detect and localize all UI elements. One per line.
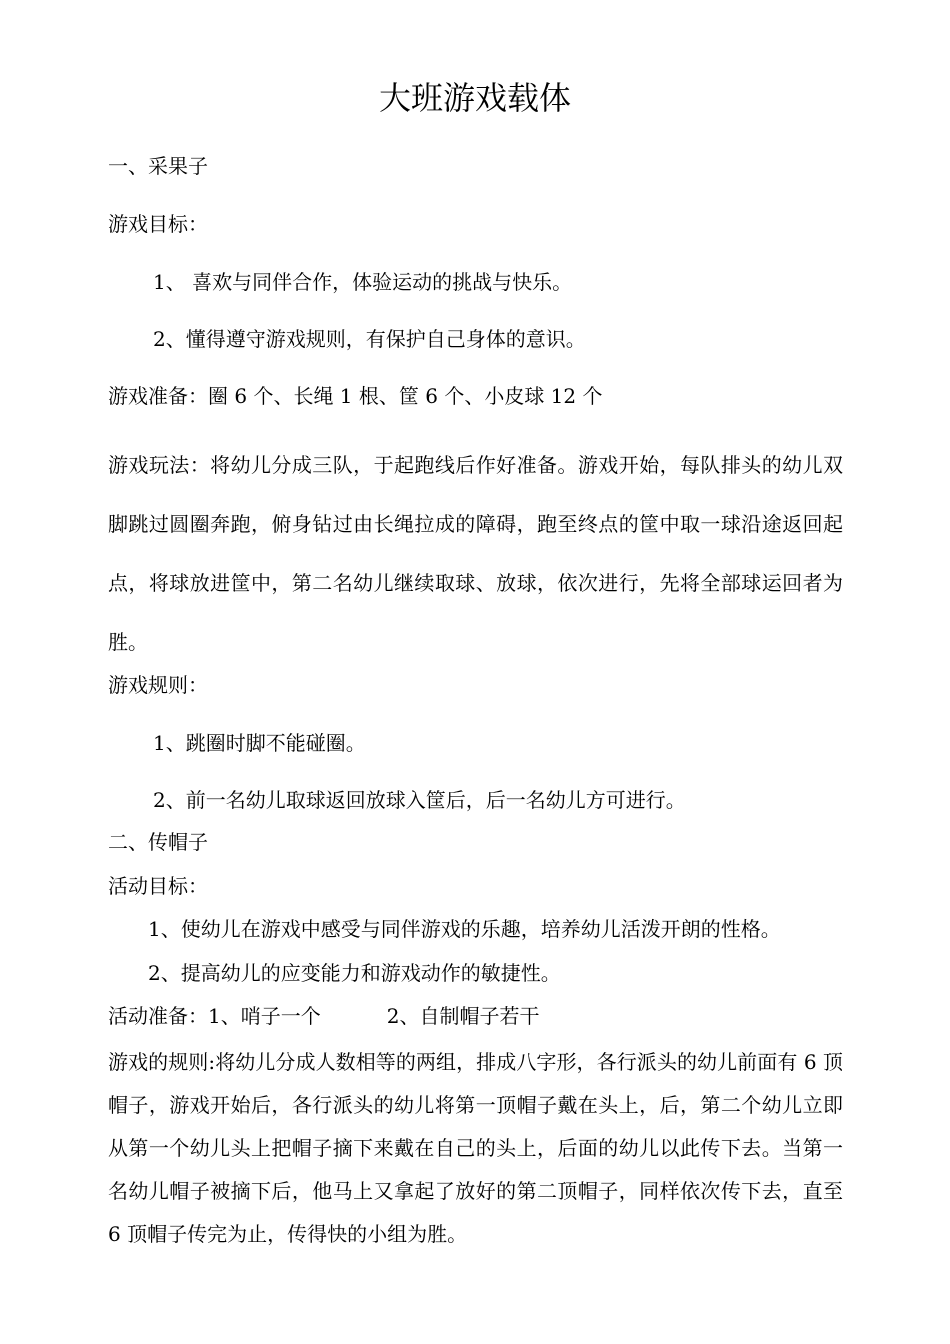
section-1-play-paragraph: 游戏玩法：将幼儿分成三队，于起跑线后作好准备。游戏开始，每队排头的幼儿双脚跳过圆圈奔跑，俯身钻过由长绳拉成的障碍，跑至终点的筐中取一球沿途返回起点，将球放进筐中，第二名幼儿继续取球、放球，依次进行，先将全部球运回者为胜。 (108, 453, 843, 654)
section-1-rule-2: 2、前一名幼儿取球返回放球入筐后，后一名幼儿方可进行。 (153, 788, 686, 812)
section-2-goal-label: 活动目标： (108, 874, 208, 898)
section-1-goal-1: 1、 喜欢与同伴合作，体验运动的挑战与快乐。 (153, 270, 573, 294)
section-2-rules-paragraph: 游戏的规则:将幼儿分成人数相等的两组，排成八字形，各行派头的幼儿前面有 6 顶帽子，游戏开始后，各行派头的幼儿将第一顶帽子戴在头上，后，第二个幼儿立即从第一个幼儿头上把帽子摘下来戴在自己的头上，后面的幼儿以此传下去。当第一名幼儿帽子被摘下后，他马上又拿起了放好的第二顶帽子，同样依次传下去，直至 6 顶帽子传完为止，传得快的小组为胜。 (108, 1050, 843, 1246)
section-2-goal-1: 1、使幼儿在游戏中感受与同伴游戏的乐趣，培养幼儿活泼开朗的性格。 (148, 917, 781, 941)
section-2-prep-item-1: 活动准备：1、哨子一个 (108, 1004, 321, 1028)
section-1-rules-label: 游戏规则： (108, 673, 208, 697)
section-1-heading: 一、采果子 (108, 154, 208, 178)
section-1-goal-2: 2、懂得遵守游戏规则，有保护自己身体的意识。 (153, 327, 586, 351)
section-1-prep: 游戏准备：圈 6 个、长绳 1 根、筐 6 个、小皮球 12 个 (108, 384, 603, 408)
document-title: 大班游戏载体 (378, 79, 571, 117)
section-2-prep (108, 1004, 539, 1028)
section-1-goal-label: 游戏目标： (108, 212, 208, 236)
section-2-heading: 二、传帽子 (108, 830, 208, 854)
section-1-rule-1: 1、跳圈时脚不能碰圈。 (153, 731, 366, 755)
section-2-goal-2: 2、提高幼儿的应变能力和游戏动作的敏捷性。 (148, 961, 561, 985)
section-2-prep-item-2: 2、自制帽子若干 (386, 1004, 540, 1028)
